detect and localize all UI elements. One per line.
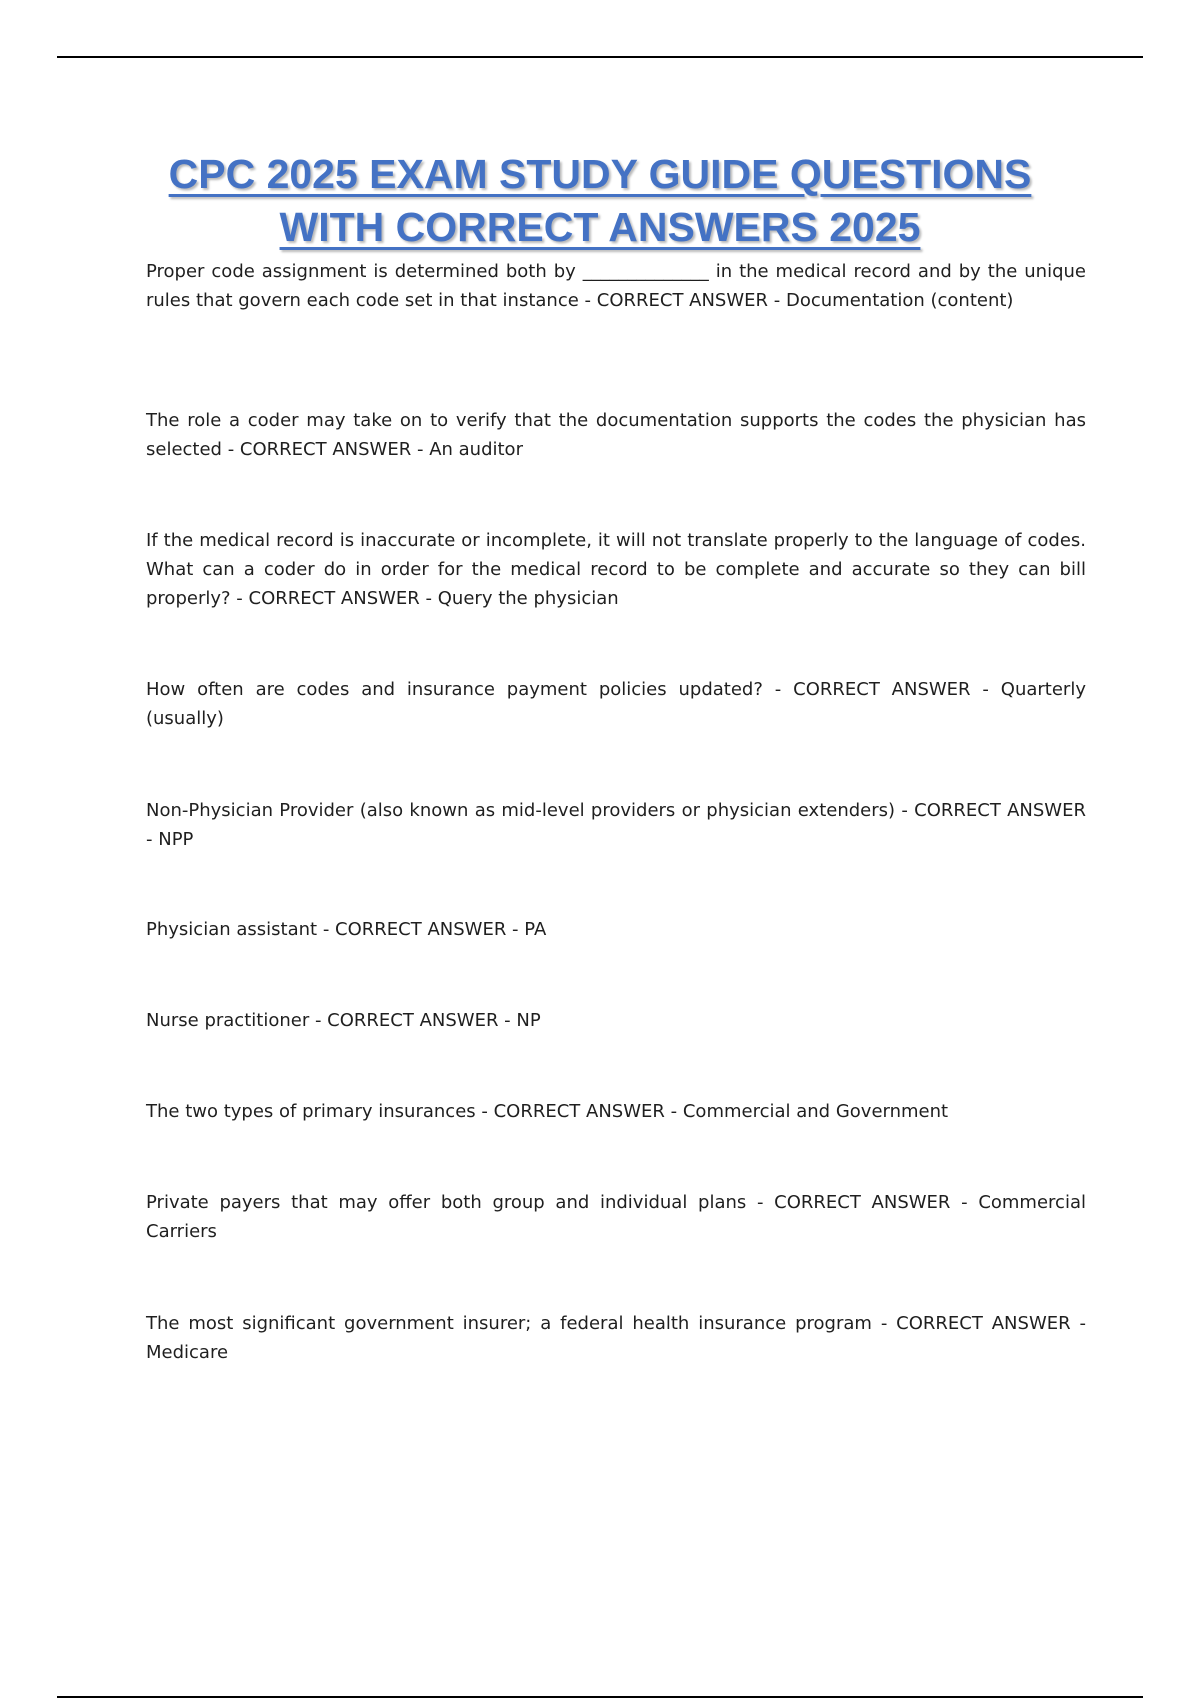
answer-label: - CORRECT ANSWER - — [880, 1313, 1086, 1334]
question-text: Private payers that may offer both group and individual plans — [146, 1192, 747, 1213]
answer-label: - CORRECT ANSWER - — [227, 439, 424, 460]
title-line-1: CPC 2025 EXAM STUDY GUIDE QUESTIONS — [168, 151, 1032, 197]
question-text: The two types of primary insurances — [146, 1101, 476, 1122]
answer-text: Commercial Carriers — [146, 1192, 1086, 1242]
page-title — [100, 148, 1100, 254]
qa-item-4 — [146, 675, 1086, 733]
answer-text: Commercial and Government — [682, 1101, 949, 1122]
question-text: Nurse practitioner — [146, 1010, 310, 1031]
qa-item-1 — [146, 257, 1086, 315]
question-text: The most significant government insurer; a federal health insurance program — [146, 1313, 872, 1334]
answer-label: - CORRECT ANSWER - — [236, 588, 433, 609]
qa-item-10 — [146, 1309, 1086, 1367]
answer-label: - CORRECT ANSWER - — [481, 1101, 678, 1122]
answer-label: - CORRECT ANSWER - — [584, 290, 781, 311]
answer-text: Documentation (content) — [786, 290, 1014, 311]
qa-item-8 — [146, 1097, 1086, 1126]
answer-text: NP — [516, 1010, 541, 1031]
top-rule — [57, 56, 1143, 58]
answer-text: Medicare — [146, 1342, 229, 1363]
qa-item-6 — [146, 915, 1086, 944]
question-text: Non-Physician Provider (also known as mid-level providers or physician extenders) — [146, 800, 896, 821]
question-text: How often are codes and insurance payment policies updated? — [146, 679, 763, 700]
answer-label: - CORRECT ANSWER - — [322, 919, 519, 940]
answer-text: NPP — [158, 829, 194, 850]
qa-item-5 — [146, 796, 1086, 854]
question-text: If the medical record is inaccurate or incomplete, it will not translate properly to the language of codes. What can a coder do in order for the medical record to be complete and accurate so they can bill properly? — [146, 530, 1086, 609]
qa-item-3 — [146, 526, 1086, 613]
question-text: Physician assistant — [146, 919, 318, 940]
qa-item-9 — [146, 1188, 1086, 1246]
title-line-2: WITH CORRECT ANSWERS 2025 — [279, 204, 921, 250]
question-text: The role a coder may take on to verify that the documentation supports the codes the physician has selected — [146, 410, 1086, 460]
answer-text: An auditor — [429, 439, 523, 460]
answer-text: Query the physician — [437, 588, 619, 609]
qa-item-7 — [146, 1006, 1086, 1035]
answer-label: - CORRECT ANSWER - — [774, 679, 989, 700]
answer-label: - CORRECT ANSWER - — [314, 1010, 511, 1031]
qa-item-2 — [146, 406, 1086, 464]
answer-label: - CORRECT ANSWER - — [756, 1192, 968, 1213]
answer-label: - CORRECT ANSWER - — [146, 800, 1086, 850]
answer-text: PA — [524, 919, 547, 940]
question-text: Proper code assignment is determined both by ______________ in the medical record and by the unique rules that govern each code set in that instance — [146, 261, 1086, 311]
answer-text: Quarterly (usually) — [146, 679, 1086, 729]
bottom-rule — [57, 1696, 1143, 1698]
